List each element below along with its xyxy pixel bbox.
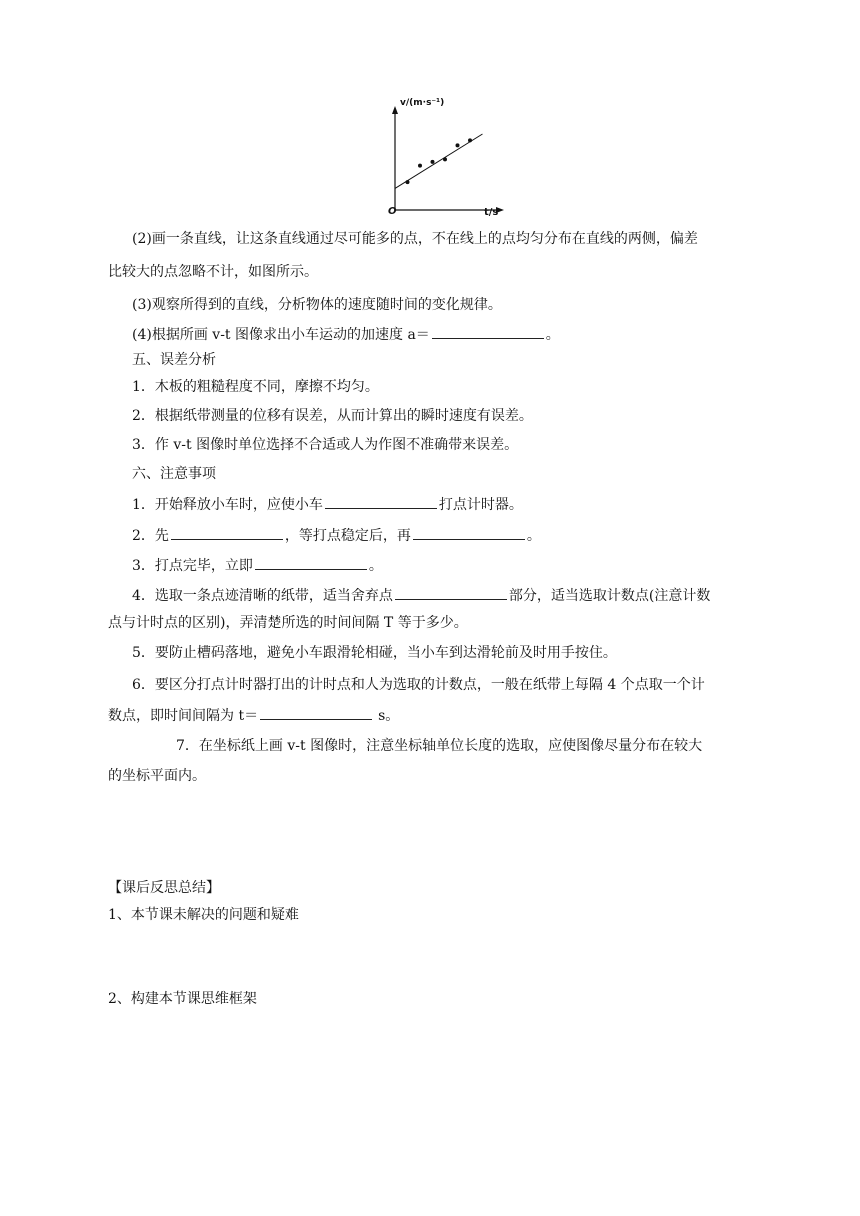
error-item-1: 1．木板的粗糙程度不同，摩擦不均匀。 bbox=[132, 379, 379, 395]
note-4-blank[interactable] bbox=[395, 585, 507, 600]
chart-marks bbox=[395, 134, 483, 188]
paragraph-3: (3)观察所得到的直线，分析物体的速度随时间的变化规律。 bbox=[132, 297, 502, 313]
paragraph-4 bbox=[132, 324, 560, 345]
origin-label: O bbox=[388, 206, 397, 217]
note-3-end: 。 bbox=[368, 558, 383, 574]
y-axis-arrow bbox=[392, 106, 398, 114]
note-2-blank-2[interactable] bbox=[413, 525, 525, 540]
note-1-blank[interactable] bbox=[325, 494, 437, 509]
reflection-title: 【课后反思总结】 bbox=[108, 880, 220, 896]
paragraph-4-text: (4)根据所画 v-t 图像求出小车运动的加速度 a＝ bbox=[132, 327, 430, 343]
y-axis-label: v/(m·s⁻¹) bbox=[400, 98, 445, 108]
data-point bbox=[443, 157, 447, 161]
paragraph-2-line-2: 比较大的点忽略不计，如图所示。 bbox=[108, 264, 318, 280]
note-2 bbox=[132, 525, 541, 546]
note-4-line-1 bbox=[132, 585, 710, 606]
note-4-text: 4．选取一条点迹清晰的纸带，适当舍弃点 bbox=[132, 588, 393, 604]
section-5-title: 五、误差分析 bbox=[132, 352, 216, 368]
reflection-question-1: 1、本节课未解决的问题和疑难 bbox=[108, 907, 299, 923]
note-1-text: 1．开始释放小车时，应使小车 bbox=[132, 497, 323, 513]
note-4-line-2: 点与计时点的区别)，弄清楚所选的时间间隔 T 等于多少。 bbox=[108, 615, 468, 631]
vt-graph-svg bbox=[370, 98, 510, 220]
note-1-end: 打点计时器。 bbox=[438, 497, 523, 513]
note-3 bbox=[132, 555, 383, 576]
note-2-end: 。 bbox=[526, 528, 541, 544]
data-point bbox=[431, 160, 435, 164]
data-point bbox=[456, 143, 460, 147]
data-point bbox=[406, 180, 410, 184]
error-item-2: 2．根据纸带测量的位移有误差，从而计算出的瞬时速度有误差。 bbox=[132, 408, 533, 424]
note-2-text: 2．先 bbox=[132, 528, 169, 544]
paragraph-4-end: 。 bbox=[545, 327, 560, 343]
note-2-blank-1[interactable] bbox=[171, 525, 283, 540]
note-5: 5．要防止槽码落地，避免小车跟滑轮相碰，当小车到达滑轮前及时用手按住。 bbox=[132, 645, 617, 661]
data-point bbox=[468, 138, 472, 142]
vt-graph-figure bbox=[370, 98, 510, 220]
reflection-question-2: 2、构建本节课思维框架 bbox=[108, 991, 257, 1007]
note-3-text: 3．打点完毕，立即 bbox=[132, 558, 253, 574]
note-7-line-1: 7．在坐标纸上画 v-t 图像时，注意坐标轴单位长度的选取，应使图像尽量分布在较大 bbox=[176, 738, 703, 754]
note-6-end: s。 bbox=[378, 708, 400, 724]
note-4-rest: 部分，适当选取计数点(注意计数 bbox=[508, 588, 711, 604]
note-7-line-2: 的坐标平面内。 bbox=[108, 768, 206, 784]
note-6-line-1: 6．要区分打点计时器打出的计时点和人为选取的计数点，一般在纸带上每隔 4 个点取一个计 bbox=[132, 677, 705, 693]
note-2-middle: ，等打点稳定后，再 bbox=[284, 528, 411, 544]
x-axis-label: t/s bbox=[484, 207, 499, 218]
note-6-blank[interactable] bbox=[260, 705, 372, 720]
acceleration-blank[interactable] bbox=[432, 324, 544, 339]
note-3-blank[interactable] bbox=[255, 555, 367, 570]
note-6-text: 数点，即时间间隔为 t＝ bbox=[108, 708, 259, 724]
paragraph-2-line-1: (2)画一条直线，让这条直线通过尽可能多的点，不在线上的点均匀分布在直线的两侧，偏差 bbox=[132, 231, 698, 247]
data-point bbox=[418, 164, 422, 168]
section-6-title: 六、注意事项 bbox=[132, 466, 216, 482]
note-6-line-2 bbox=[108, 705, 399, 726]
note-1 bbox=[132, 494, 523, 515]
error-item-3: 3．作 v-t 图像时单位选择不合适或人为作图不准确带来误差。 bbox=[132, 437, 519, 453]
